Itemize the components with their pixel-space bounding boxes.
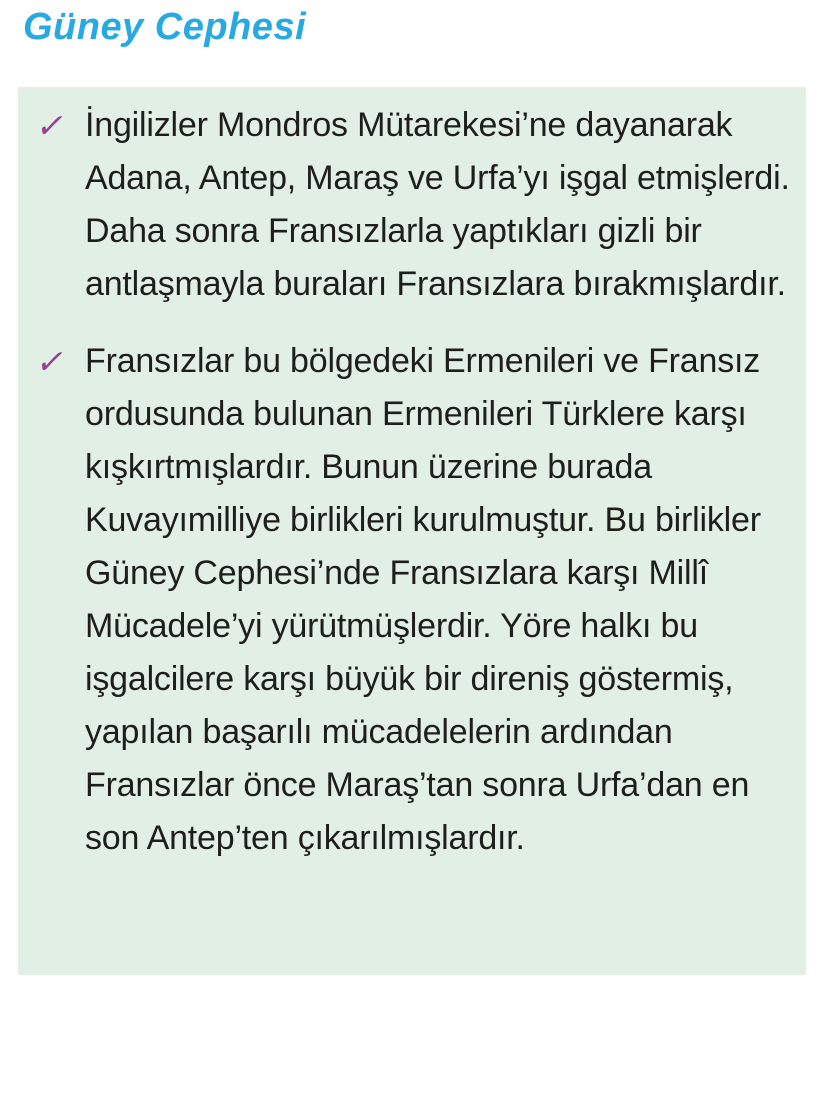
list-item (35, 99, 792, 311)
checkmark-icon: ✓ (35, 107, 63, 144)
info-panel (18, 87, 806, 975)
page-title: Güney Cephesi (23, 6, 307, 48)
checkmark-icon: ✓ (35, 343, 63, 380)
list-item (35, 335, 792, 865)
bullet-paragraph: İngilizler Mondros Mütarekesi’ne dayanarak Adana, Antep, Maraş ve Urfa’yı işgal etmişlerdi. Daha sonra Fransızlarla yaptıkları gizli bir antlaşmayla buraları Fransızlara bırakmışlardır. (85, 106, 790, 303)
bullet-paragraph: Fransızlar bu bölgedeki Ermenileri ve Fransız ordusunda bulunan Ermenileri Türklere karşı kışkırtmışlardır. Bunun üzerine burada Kuvayımilliye birlikleri kurulmuştur. Bu birlikler Güney Cephesi’nde Fransızlara karşı Millî Mücadele’yi yürütmüşlerdir. Yöre halkı bu işgalcilere karşı büyük bir direniş göstermiş, yapılan başarılı mücadelelerin ardından Fransızlar önce Maraş’tan sonra Urfa’dan en son Antep’ten çıkarılmışlardır. (85, 342, 761, 857)
